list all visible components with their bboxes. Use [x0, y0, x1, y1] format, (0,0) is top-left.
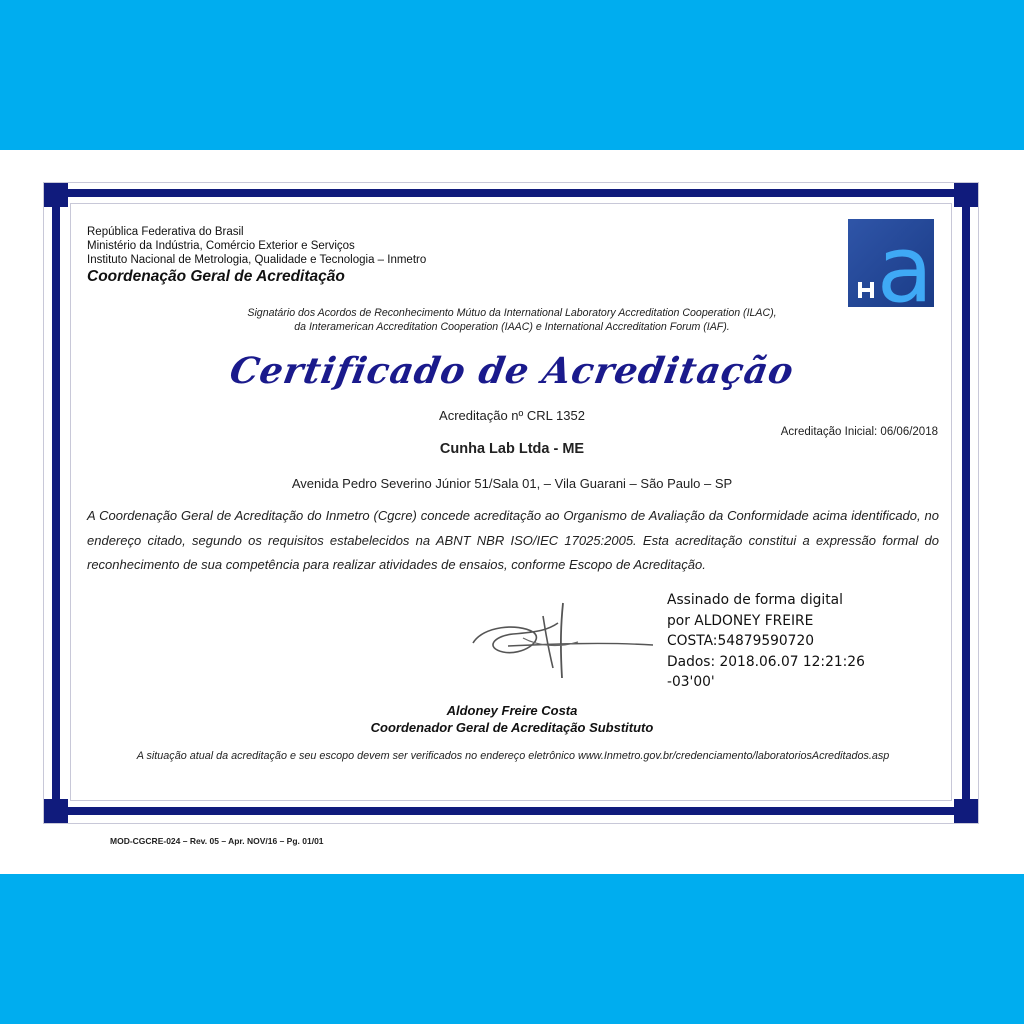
frame-corner-bottom-right — [954, 799, 978, 823]
certificate-title: Certificado de Acreditação — [226, 350, 798, 392]
digital-signature-line: por ALDONEY FREIRE — [667, 612, 814, 629]
header-republic: República Federativa do Brasil — [87, 226, 244, 238]
frame-corner-top-left — [44, 183, 68, 207]
digital-signature-line: -03'00' — [667, 674, 715, 690]
digital-signature-line: COSTA:54879590720 — [667, 633, 815, 649]
form-code: MOD-CGCRE-024 – Rev. 05 – Apr. NOV/16 – Pg. 01/01 — [110, 836, 324, 846]
bottom-blue-band — [0, 874, 1024, 1024]
accreditation-number: Acreditação nº CRL 1352 — [439, 408, 585, 423]
top-blue-band — [0, 0, 1024, 150]
header-ministry: Ministério da Indústria, Comércio Exterior e Serviços — [87, 240, 355, 252]
accreditation-statement: A Coordenação Geral de Acreditação do Inmetro (Cgcre) concede acreditação ao Organismo de Avaliação da Conformidade acima identificado, no endereço citado, segundo os requisitos estabelecidos na ABNT NBR ISO/IEC 17025:2005. Esta acreditação constitui a expressão formal do reconhecimento de sua competência para realizar atividades de ensaios, conforme Escopo de Acreditação. — [87, 508, 939, 572]
signatory-line-2: da Interamerican Accreditation Cooperation (IAAC) e International Accreditation Forum (IAF). — [294, 321, 730, 333]
organization-title: Coordenação Geral de Acreditação — [87, 268, 345, 285]
digital-signature-line: Assinado de forma digital — [667, 592, 843, 608]
digital-signature-line: Dados: 2018.06.07 12:21:26 — [667, 653, 865, 670]
lab-address: Avenida Pedro Severino Júnior 51/Sala 01, – Vila Guarani – São Paulo – SP — [291, 476, 733, 491]
verification-note: A situação atual da acreditação e seu escopo devem ser verificados no endereço eletrônico www.Inmetro.gov.br/credenciamento/laboratoriosAcreditados.asp — [136, 750, 890, 762]
frame-corner-top-right — [954, 183, 978, 207]
lab-name: Cunha Lab Ltda - ME — [439, 441, 585, 457]
frame-corner-bottom-left — [44, 799, 68, 823]
accreditation-initial-date: Acreditação Inicial: 06/06/2018 — [780, 426, 938, 438]
header-institute: Instituto Nacional de Metrologia, Qualidade e Tecnologia – Inmetro — [87, 254, 427, 266]
accreditation-a-logo — [848, 219, 934, 307]
svg-text:a: a — [876, 219, 934, 307]
handwritten-signature — [463, 598, 663, 680]
signer-name: Aldoney Freire Costa — [446, 703, 578, 718]
signatory-line-1: Signatário dos Acordos de Reconhecimento Mútuo da International Laboratory Accreditation Cooperation (ILAC), — [247, 307, 777, 319]
digital-signature-block — [667, 590, 865, 693]
signer-role: Coordenador Geral de Acreditação Substituto — [370, 720, 654, 735]
